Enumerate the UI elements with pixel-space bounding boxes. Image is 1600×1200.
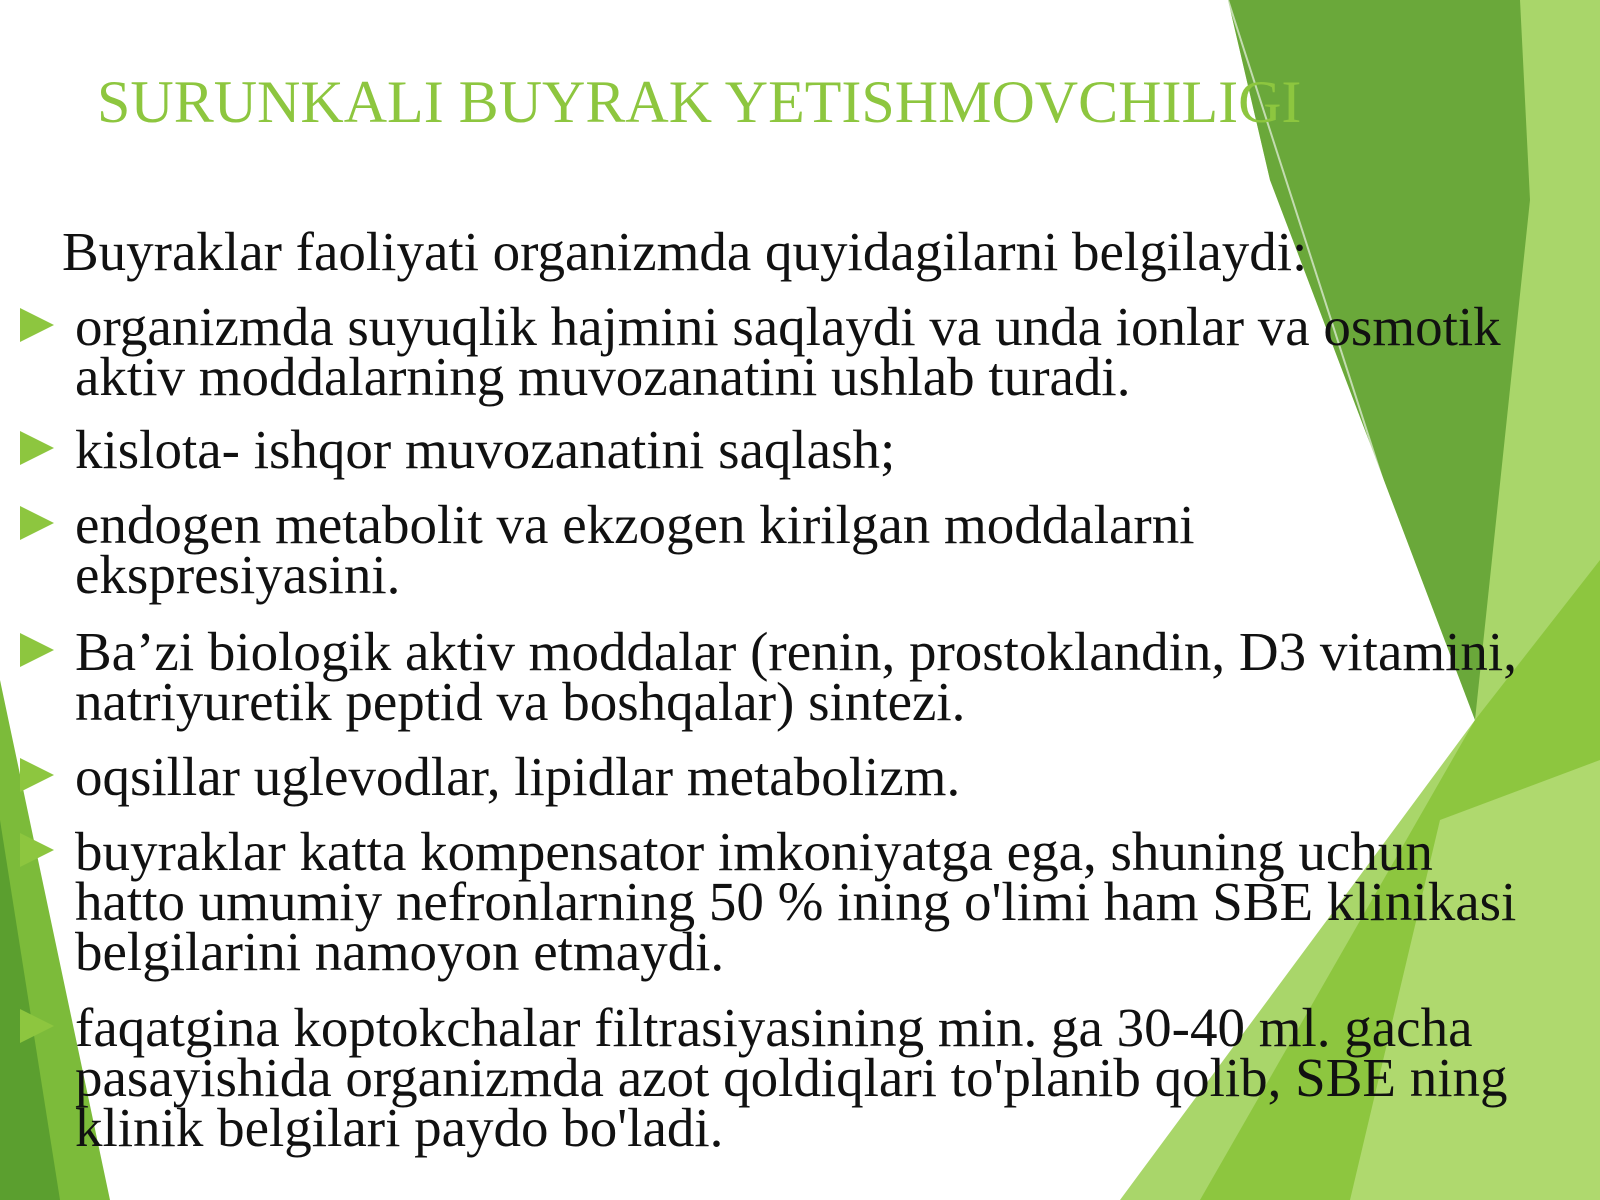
bullet-text: buyraklar katta kompensator imkoniyatga ega, shuning uchun hatto umumiy nefronlarning 50 % ining o'limi ham SBE klinikasi belgilarini namoyon etmaydi. [75,821,1517,982]
slide-title: SURUNKALI BUYRAK YETISHMOVCHILIGI [97,69,1302,135]
intro-text: Buyraklar faoliyati organizmda quyidagilarni belgilaydi: [62,221,1308,282]
bullet-text: endogen metabolit va ekzogen kirilgan moddalarni ekspresiyasini. [75,494,1195,605]
bullet-text: oqsillar uglevodlar, lipidlar metabolizm. [75,746,961,807]
triangle-bullet-icon [20,308,54,342]
triangle-bullet-icon [20,1009,54,1043]
bullet-text: faqatgina koptokchalar filtrasiyasining min. ga 30-40 ml. gacha pasayishida organizmda azot qoldiqlari to'planib qolib, SBE ning klinik belgilari paydo bo'ladi. [75,997,1508,1158]
triangle-bullet-icon [20,633,54,667]
triangle-bullet-icon [20,431,54,465]
bullet-text: Ba’zi biologik aktiv moddalar (renin, prostoklandin, D3 vitamini, natriyuretik peptid va boshqalar) sintezi. [75,621,1517,732]
triangle-bullet-icon [20,506,54,540]
bullet-text: organizmda suyuqlik hajmini saqlaydi va unda ionlar va osmotik aktiv moddalarning muvozanatini ushlab turadi. [75,296,1501,407]
triangle-bullet-icon [20,833,54,867]
triangle-bullet-icon [20,758,54,792]
bullet-text: kislota- ishqor muvozanatini saqlash; [75,419,896,480]
